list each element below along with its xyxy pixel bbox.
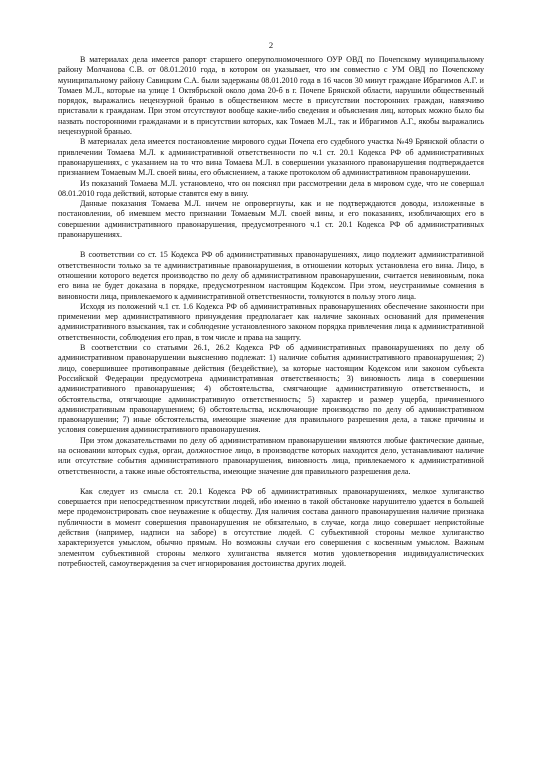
- paragraph-spacer: [58, 240, 484, 250]
- paragraph-testimony-not-refuted: Данные показания Томаева М.Л. ничем не опровергнуты, как и не подтверждаются доводы, изложенные в постановлении, об имевшем место признании Томаевым М.Л. своей вины, и его показаниях, изобличающих его в совершении административного правонарушения, предусмотренного ч.1 ст. 20.1 Кодекса РФ об административных правонарушениях.: [58, 199, 484, 240]
- paragraph-article-20-1: Как следует из смысла ст. 20.1 Кодекса РФ об административных правонарушениях, мелкое хулиганство совершается при непосредственном присутствии людей, ибо именно в такой обстановке нарушителю удается в большей мере продемонстрировать свое неуважение к обществу. Для наличия состава данного правонарушения наличие признака публичности в момент совершения правонарушения не обязательно, в случае, когда лицо совершает непристойные действия (например, надписи на заборе) в отсутствие людей. С субъективной стороны мелкое хулиганство характеризуется умыслом, обычно прямым. Но возможны случаи его совершения с косвенным умыслом. Важным элементом субъективной стороны мелкого хулиганства является мотив удовлетворения индивидуалистических потребностей, самоутверждения за счет игнорирования достоинства других людей.: [58, 486, 484, 568]
- paragraph-article-1-5: В соответствии со ст. 15 Кодекса РФ об административных правонарушениях, лицо подлежит административной ответственности только за те административные правонарушения, в отношении которых установлена его вина. Лицо, в отношении которого ведется производство по делу об административном правонарушении, считается невиновным, пока его вина не будет доказана в порядке, предусмотренном настоящим Кодексом. При этом, неустранимые сомнения в виновности лица, привлекаемого к административной ответственности, толкуются в пользу этого лица.: [58, 250, 484, 301]
- paragraph-article-1-6: Исходя из положений ч.1 ст. 1.6 Кодекса РФ об административных правонарушениях обеспечение законности при применении мер административного принуждения предполагает как наличие законных оснований для применения административного взыскания, так и соблюдение установленного законом порядка привлечения лица к административной ответственности, соблюдения его прав, в том числе и права на защиту.: [58, 301, 484, 342]
- paragraph-testimony: Из показаний Томаева М.Л. установлено, что он пояснял при рассмотрении дела в мировом суде, что не совершал 08.01.2010 года действий, которые ставятся ему в вину.: [58, 178, 484, 198]
- paragraph-articles-26: В соответствии со статьями 26.1, 26.2 Кодекса РФ об административных правонарушениях по делу об административном правонарушении выяснению подлежат: 1) наличие события административного правонарушения; 2) лицо, совершившее противоправные действия (бездействие), за которые настоящим Кодексом или законом субъекта Российской Федерации предусмотрена административная ответственность; 3) виновность лица в совершении административного правонарушения; 4) обстоятельства, смягчающие административную ответственность, и обстоятельства, отягчающие административную ответственность; 5) характер и размер ущерба, причиненного административным правонарушением; 6) обстоятельства, исключающие производство по делу об административном правонарушении; 7) иные обстоятельства, имеющие значение для правильного разрешения дела, а также причины и условия совершения административного правонарушения.: [58, 343, 484, 435]
- paragraph-spacer: [58, 477, 484, 487]
- paragraph-evidence: При этом доказательствами по делу об административном правонарушении являются любые фактические данные, на основании которых судья, орган, должностное лицо, в производстве которых находится дело, устанавливают наличие или отсутствие события административного правонарушения, виновность лица, привлекаемого к административной ответственности, а также иные обстоятельства, имеющие значение для правильного разрешения дела.: [58, 435, 484, 476]
- paragraph-court-ruling: В материалах дела имеется постановление мирового судьи Почепа его судебного участка №49 Брянской области о привлечении Томаева М.Л. к административной ответственности по ч.1 ст. 20.1 Кодекса РФ об административных правонарушениях, с указанием на то что вина Томаева М.Л. в совершении указанного правонарушения подтверждается признанием Томаевым М.Л. своей вины, его объяснением, а также протоколом об административном правонарушении.: [58, 137, 484, 178]
- paragraph-report: В материалах дела имеется рапорт старшего оперуполномоченного ОУР ОВД по Почепскому муниципальному району Молчанова С.В. от 08.01.2010 года, в котором он указывает, что им совместно с УМ ОВД по Почепскому муниципальному району Савицким С.А. были задержаны 08.01.2010 года в 16 часов 30 минут граждане Ибрагимов А.Г. и Томаев М.Л., которые на улице 1 Октябрьской около дома 20-б в г. Почепе Брянской области, нарушили общественный порядок, выражались нецензурной бранью в общественном месте в присутствии посторонних граждан, навязчиво приставали к гражданам. При этом отсутствуют вообще какие-либо сведения и объяснения лиц, которых можно было бы назвать посторонними гражданами и в присутствии которых, как Томаев М.Л., так и Ибрагимов А.Г., якобы выражались нецензурной бранью.: [58, 55, 484, 137]
- page-number: 2: [268, 40, 274, 50]
